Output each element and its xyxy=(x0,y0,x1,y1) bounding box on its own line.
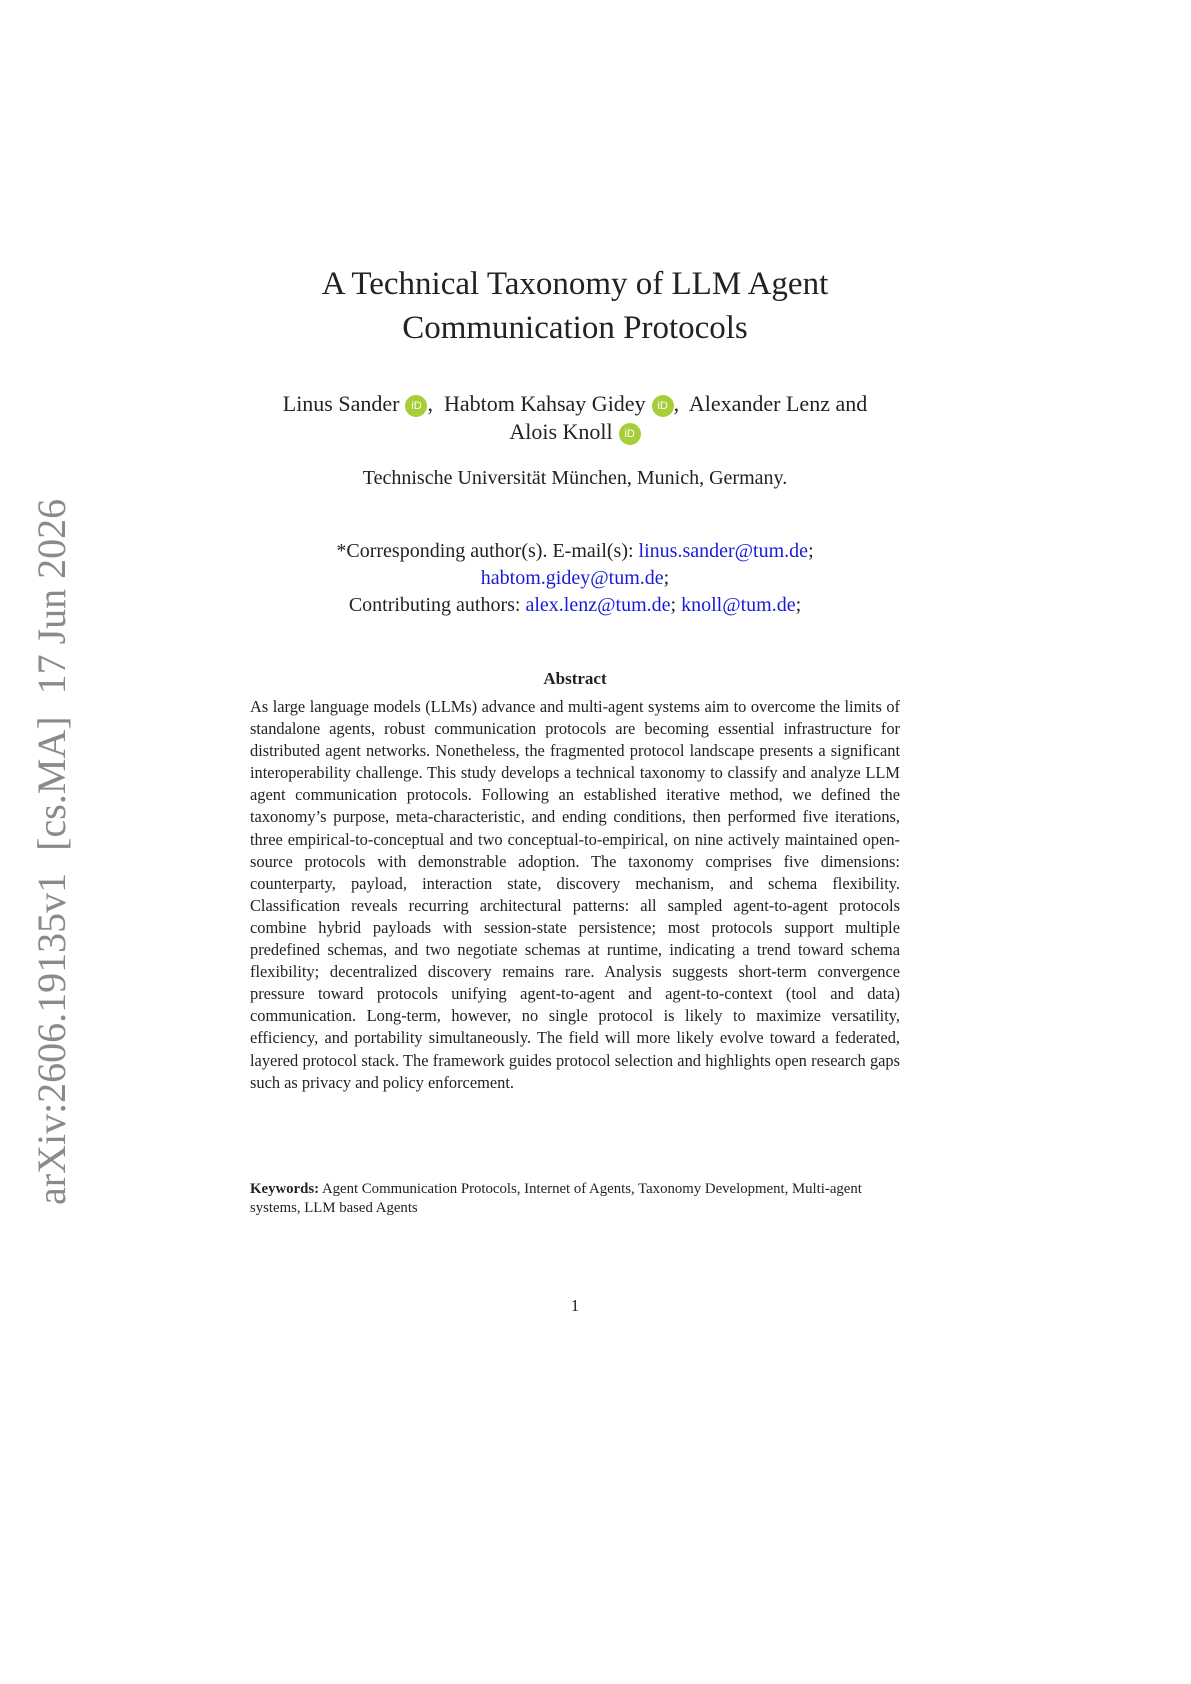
author-name: Alexander Lenz and xyxy=(688,391,868,416)
abstract-text: As large language models (LLMs) advance and multi-agent systems aim to overcome the limits of standalone agents, robust communication protocols are becoming essential infrastructure for distributed agent networks. Nonetheless, the fragmented protocol landscape presents a significant interoperability challenge. This study develops a technical taxonomy to classify and analyze LLM agent communication protocols. Following an established iterative method, we defined the taxonomy’s purpose, meta-characteristic, and ending conditions, then performed five iterations, three empirical-to-conceptual and two conceptual-to-empirical, on nine actively maintained open-source protocols with demonstrable adoption. The taxonomy comprises five dimensions: counterparty, payload, interaction state, discovery mechanism, and schema flexibility. Classification reveals recurring architectural patterns: all sampled agent-to-agent protocols combine hybrid payloads with session-state persistence; most protocols support multiple predefined schemas, and two negotiate schemas at runtime, indicating a trend toward schema flexibility; decentralized discovery remains rare. Analysis suggests short-term convergence pressure toward protocols unifying agent-to-agent and agent-to-context (tool and data) communication. Long-term, however, no single protocol is likely to maximize versatility, efficiency, and portability simultaneously. The field will more likely evolve toward a federated, layered protocol stack. The framework guides protocol selection and highlights open research gaps such as privacy and policy enforcement. xyxy=(250,697,900,1092)
keywords-label: Keywords: xyxy=(250,1181,320,1197)
author-line-2 xyxy=(200,418,950,446)
email-link[interactable]: knoll@tum.de xyxy=(681,594,796,616)
email-link[interactable]: alex.lenz@tum.de xyxy=(525,594,671,616)
arxiv-identifier-stamp xyxy=(26,485,78,1205)
author-separator: , xyxy=(673,391,680,416)
title-line-1: A Technical Taxonomy of LLM Agent xyxy=(321,266,829,302)
author-name: Alois Knoll xyxy=(509,419,613,444)
email-link[interactable]: habtom.gidey@tum.de xyxy=(480,567,664,589)
orcid-icon[interactable]: iD xyxy=(405,395,427,417)
keywords xyxy=(250,1180,900,1218)
abstract-heading: Abstract xyxy=(543,669,607,688)
page-number: 1 xyxy=(570,1296,580,1315)
orcid-icon[interactable]: iD xyxy=(619,423,641,445)
arxiv-date: 17 Jun 2026 xyxy=(29,498,74,695)
semicolon: ; xyxy=(670,594,677,616)
semicolon: ; xyxy=(808,540,814,562)
author-separator: , xyxy=(427,391,433,416)
corresponding-line xyxy=(200,538,950,565)
author-list xyxy=(200,390,950,446)
contact-info xyxy=(200,538,950,619)
affiliation: Technische Universität München, Munich, Germany. xyxy=(362,467,788,489)
orcid-icon[interactable]: iD xyxy=(652,395,674,417)
paper-title xyxy=(250,262,900,350)
author-name: Habtom Kahsay Gidey xyxy=(443,391,646,416)
corresponding-line-2 xyxy=(200,565,950,592)
arxiv-id: arXiv:2606.19135v1 xyxy=(29,872,74,1205)
contributing-line xyxy=(200,592,950,619)
corresponding-label: *Corresponding author(s). E-mail(s): xyxy=(336,540,634,562)
author-name: Linus Sander xyxy=(282,391,400,416)
title-line-2: Communication Protocols xyxy=(402,310,748,346)
arxiv-category: [cs.MA] xyxy=(29,716,74,851)
semicolon: ; xyxy=(795,594,802,616)
email-link[interactable]: linus.sander@tum.de xyxy=(638,540,809,562)
contributing-label: Contributing authors: xyxy=(348,594,521,616)
keywords-text: Agent Communication Protocols, Internet of Agents, Taxonomy Development, Multi-agent systems, LLM based Agents xyxy=(250,1181,862,1216)
semicolon: ; xyxy=(663,567,670,589)
author-line-1 xyxy=(200,390,950,418)
